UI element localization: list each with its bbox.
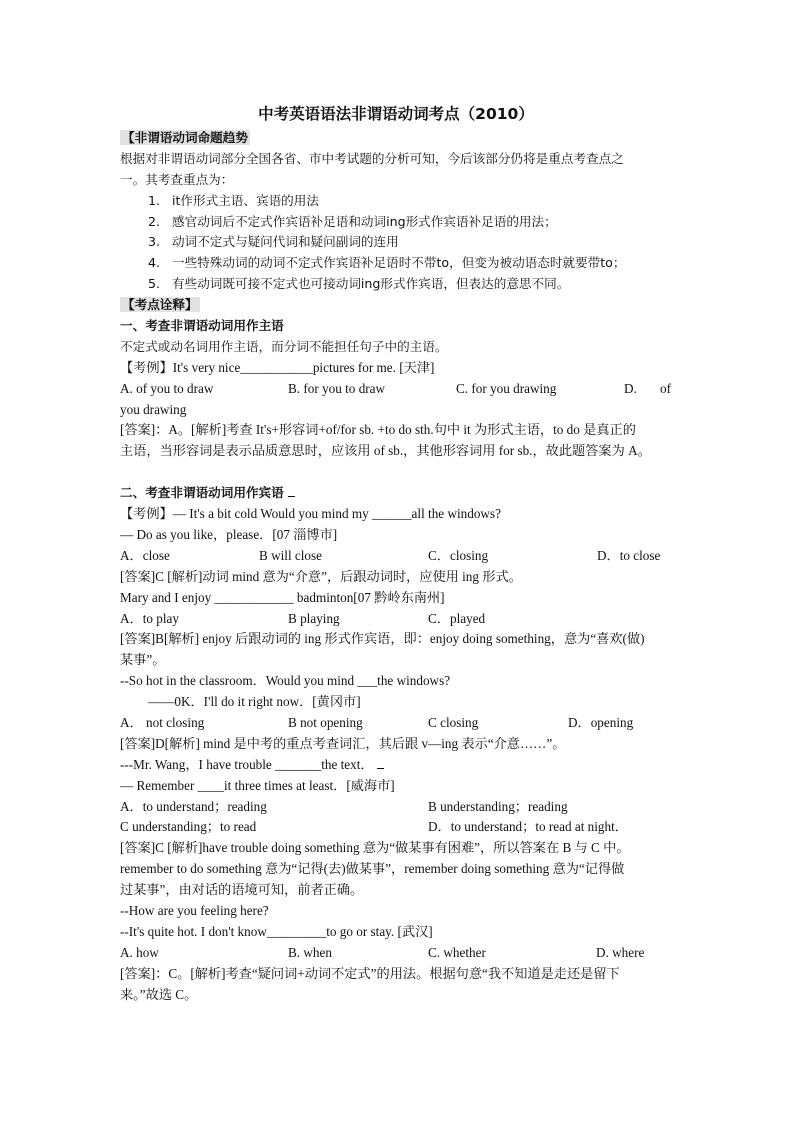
trend-item [120,274,676,295]
section1-options-continued: you drawing [120,401,187,417]
q4-line1 [120,755,676,776]
trend-item-number: 3. [148,234,161,250]
trend-item-text: it作形式主语、宾语的用法 [172,192,319,208]
q4-answer-line2: remember to do something 意为“记得(去)做某事”，remember doing something 意为“记得做 [120,861,625,877]
trend-item [120,191,676,212]
trend-item-number: 4. [148,255,161,271]
section1-question: 【考例】It's very nice___________pictures for me. [天津] [120,359,435,375]
trend-intro-line2: 一。其考查重点为： [120,171,234,187]
option-d: D. [624,380,637,396]
q2-options [120,609,676,630]
q1-answer: [答案]C [解析]动词 mind 意为“介意”，后跟动词时，应使用 ing 形式。 [120,568,522,584]
option-b: B understanding；reading [428,798,568,814]
document-title: 中考英语语法非谓语动词考点（2010） [258,105,534,123]
q4-options-row2 [120,817,676,838]
option-d: D．to understand；to read at night． [428,819,628,835]
q2-answer-line2: 某事”。 [120,652,166,668]
option-a: A．to play [120,610,179,626]
option-c: C closing [428,714,479,730]
explain-header [120,295,676,316]
option-a: A．to understand；reading [120,798,267,814]
trend-item-text: 感官动词后不定式作宾语补足语和动词ing形式作宾语补足语的用法； [172,213,557,229]
option-b: B playing [288,610,340,626]
q4-answer-line1: [答案]C [解析]have trouble doing something 意为“做某事有困难”，所以答案在 B 与 C 中。 [120,840,630,856]
section1-rule: 不定式或动名词用作主语，而分词不能担任句子中的主语。 [120,338,448,354]
option-b: B will close [259,547,323,563]
q2-answer-line1: [答案]B[解析] enjoy 后跟动词的 ing 形式作宾语，即：enjoy doing something，意为“喜欢(做) [120,631,645,647]
q1-options [120,546,676,567]
q3-line2: ——0K．I'll do it right now．[黄冈市] [148,694,361,710]
option-c: C．closing [428,547,489,563]
q1-line1: 【考例】— It's a bit cold Would you mind my ______all the windows? [120,506,501,522]
q5-line2: --It's quite hot. I don't know_________to go or stay. [武汉] [120,923,433,939]
option-c: C understanding；to read [120,819,257,835]
section1-answer-line2: 主语，当形容词是表示品质意思时，应该用 of sb.，其他形容词用 for sb.，故此题答案为 A。 [120,443,651,459]
q4-answer-line3: 过某事”，由对话的语境可知，前者正确。 [120,882,364,898]
option-a: A. of you to draw [120,380,214,396]
trend-item-number: 2. [148,213,161,229]
option-c: C．played [428,610,486,626]
trend-item-text: 有些动词既可接不定式也可接动词ing形式作宾语，但表达的意思不同。 [172,276,570,292]
document-page [120,100,676,1005]
q5-options [120,943,676,964]
q5-answer-line2: 来。”故选 C。 [120,986,198,1002]
trend-item-number: 1. [148,192,161,208]
section1-heading: 一、考查非谓语动词用作主语 [120,318,284,334]
trend-item [120,253,676,274]
explain-header-label: 【考点诠释】 [122,297,198,313]
option-b: B. when [288,944,332,960]
trend-header [120,128,676,149]
option-b: B. for you to draw [288,380,386,396]
q3-options [120,713,676,734]
trend-item [120,232,676,253]
option-a: A. how [120,944,159,960]
q4-line1-text: ---Mr. Wang，I have trouble _______the text． [120,756,374,772]
option-c: C. for you drawing [456,380,557,396]
trend-intro-line1: 根据对非谓语动词部分全国各省、市中考试题的分析可知，今后该部分仍将是重点考查点之 [120,150,624,166]
option-d: D．opening [568,714,634,730]
q2-line: Mary and I enjoy ____________ badminton[07 黔岭东南州] [120,589,445,605]
edit-mark [288,484,295,497]
q1-line2: — Do as you like，please．[07 淄博市] [120,526,338,542]
edit-mark [377,756,384,769]
option-a: A． not closing [120,714,205,730]
q3-answer: [答案]D[解析] mind 是中考的重点考查词汇，其后跟 v—ing 表示“介意……”。 [120,735,566,751]
trend-item-text: 动词不定式与疑问代词和疑问副词的连用 [172,234,399,250]
trend-header-label: 【非谓语动词命题趋势 [122,130,248,145]
option-b: B not opening [288,714,363,730]
trend-item-text: 一些特殊动词的动词不定式作宾语补足语时不带to，但变为被动语态时就要带to； [172,255,626,271]
q5-line1: --How are you feeling here? [120,902,269,918]
trend-item [120,212,676,233]
option-d-text: of [660,380,671,396]
q4-options-row1 [120,797,676,818]
q5-answer-line1: [答案]：C。[解析]考查“疑问词+动词不定式”的用法。根据句意“我不知道是走还是留下 [120,965,620,981]
section1-options [120,379,676,400]
section2-heading-text: 二、考查非谓语动词用作宾语 [120,485,284,501]
option-d: D. where [596,944,645,960]
q4-line2: — Remember ____it three times at least．[威海市] [120,777,395,793]
q3-line1: --So hot in the classroom．Would you mind ___the windows? [120,673,451,689]
section1-answer-line1: [答案]：A。[解析]考查 It's+形容词+of/for sb. +to do sth.句中 it 为形式主语，to do 是真正的 [120,422,636,438]
option-d: D．to close [597,547,661,563]
option-c: C. whether [428,944,486,960]
trend-item-number: 5. [148,276,161,292]
option-a: A．close [120,547,170,563]
section2-heading [120,483,676,504]
